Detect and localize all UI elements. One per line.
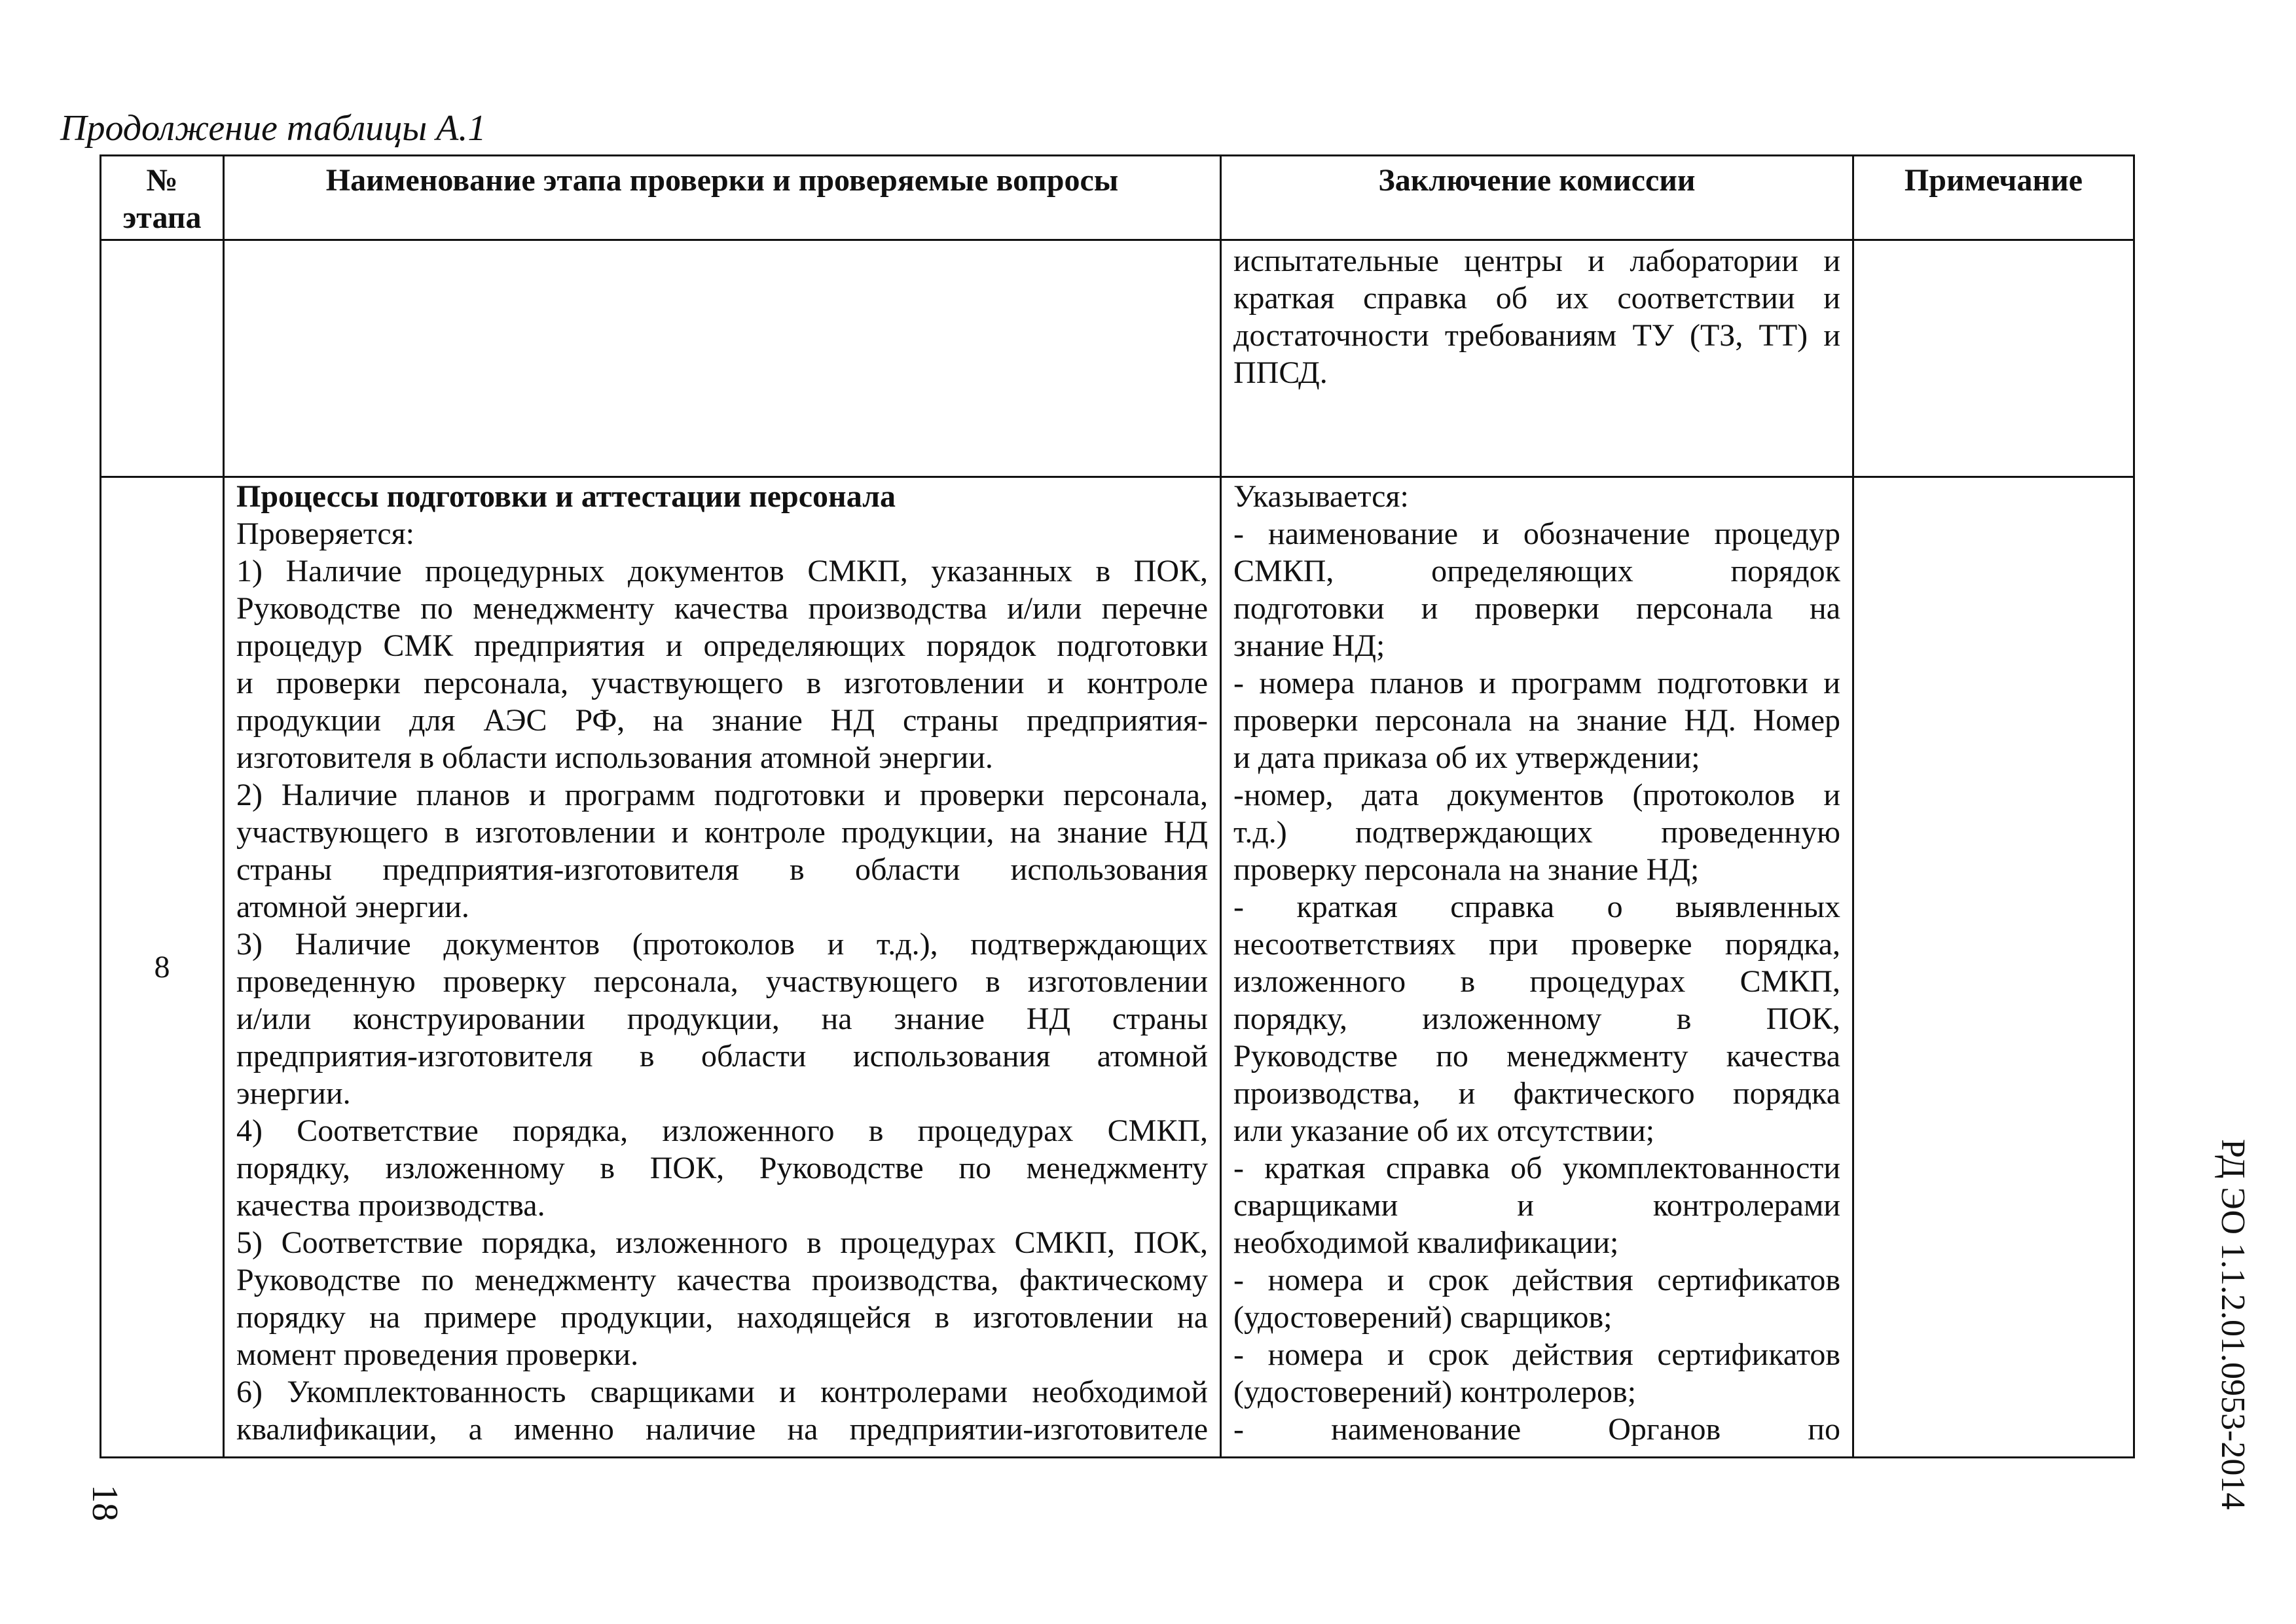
header-commission-conclusion: Заключение комиссии bbox=[1221, 156, 1853, 240]
conclusion-line: - краткая справка об укомплектованности bbox=[1233, 1151, 1840, 1185]
page-number bbox=[84, 1485, 130, 1537]
stage-line: страны предприятия-изготовителя в области использования bbox=[236, 852, 1208, 887]
stage-line: Руководстве по менеджменту качества производства и/или перечне bbox=[236, 591, 1208, 626]
conclusion-line: необходимой квалификации; bbox=[1233, 1225, 1619, 1260]
stage-line: и проверки персонала, участвующего в изготовлении и контроле bbox=[236, 666, 1208, 700]
conclusion-line: знание НД; bbox=[1233, 628, 1385, 663]
conclusion-line: - наименование Органов по bbox=[1233, 1412, 1840, 1447]
stage-description-cell bbox=[224, 477, 1221, 1458]
conclusion-text bbox=[1233, 478, 1840, 1448]
table-header-row bbox=[101, 156, 2134, 240]
conclusion-line: ППСД. bbox=[1233, 355, 1328, 390]
stage-line: квалификации, а именно наличие на предприятии-изготовителе bbox=[236, 1412, 1208, 1447]
continued-note-cell bbox=[1853, 240, 2134, 477]
conclusion-line: сварщиками и контролерами bbox=[1233, 1188, 1840, 1223]
document-code-text: РД ЭО 1.1.2.01.0953-2014 bbox=[2214, 1139, 2251, 1510]
stage-line: порядку, изложенному в ПОК, Руководстве по менеджменту bbox=[236, 1151, 1208, 1185]
conclusion-line: - номера планов и программ подготовки и bbox=[1233, 666, 1840, 700]
conclusion-line: подготовки и проверки персонала на bbox=[1233, 591, 1840, 626]
conclusion-line: изложенного в процедурах СМКП, bbox=[1233, 964, 1840, 999]
conclusion-line: Руководстве по менеджменту качества bbox=[1233, 1039, 1840, 1074]
conclusion-line: (удостоверений) контролеров; bbox=[1233, 1375, 1637, 1409]
conclusion-line: краткая справка об их соответствии и bbox=[1233, 281, 1840, 316]
conclusion-line: СМКП, определяющих порядок bbox=[1233, 554, 1840, 588]
conclusion-line: - номера и срок действия сертификатов bbox=[1233, 1337, 1840, 1372]
table-row-continued bbox=[101, 240, 2134, 477]
stage-line: изготовителя в области использования атомной энергии. bbox=[236, 740, 993, 775]
stage-line: предприятия-изготовителя в области использования атомной bbox=[236, 1039, 1208, 1074]
conclusion-line: производства, и фактического порядка bbox=[1233, 1076, 1840, 1111]
stage-line: 5) Соответствие порядка, изложенного в процедурах СМКП, ПОК, bbox=[236, 1225, 1208, 1260]
conclusion-line: т.д.) подтверждающих проведенную bbox=[1233, 815, 1840, 850]
conclusion-line: проверки персонала на знание НД. Номер bbox=[1233, 703, 1840, 738]
stage-line: порядку на примере продукции, находящейся в изготовлении на bbox=[236, 1300, 1208, 1335]
header-stage-number bbox=[101, 156, 224, 240]
continued-stage-cell bbox=[224, 240, 1221, 477]
stage-line: 1) Наличие процедурных документов СМКП, указанных в ПОК, bbox=[236, 554, 1208, 588]
stage-line: участвующего в изготовлении и контроле продукции, на знание НД bbox=[236, 815, 1208, 850]
table-caption: Продолжение таблицы А.1 bbox=[60, 108, 486, 149]
conclusion-line: (удостоверений) сварщиков; bbox=[1233, 1300, 1613, 1335]
stage-description-text bbox=[236, 515, 1208, 1448]
header-stage-number-line1: № bbox=[146, 163, 178, 198]
stage-line: продукции для АЭС РФ, на знание НД страны предприятия- bbox=[236, 703, 1208, 738]
table-row-stage-8 bbox=[101, 477, 2134, 1458]
stage-number-cell bbox=[101, 477, 224, 1458]
stage-line: качества производства. bbox=[236, 1188, 545, 1223]
continued-conclusion-text bbox=[1233, 242, 1840, 391]
header-note: Примечание bbox=[1853, 156, 2134, 240]
conclusion-line: и дата приказа об их утверждении; bbox=[1233, 740, 1700, 775]
header-stage-number-line2: этапа bbox=[122, 200, 202, 235]
stage-line: процедур СМК предприятия и определяющих порядок подготовки bbox=[236, 628, 1208, 663]
conclusion-line: порядку, изложенному в ПОК, bbox=[1233, 1001, 1840, 1036]
conclusion-cell bbox=[1221, 477, 1853, 1458]
stage-line: 3) Наличие документов (протоколов и т.д.), подтверждающих bbox=[236, 927, 1208, 962]
continued-number-cell bbox=[101, 240, 224, 477]
document-code bbox=[2214, 1139, 2259, 1532]
conclusion-line: - номера и срок действия сертификатов bbox=[1233, 1263, 1840, 1297]
stage-line: Проверяется: bbox=[236, 516, 415, 551]
conclusion-line: испытательные центры и лаборатории и bbox=[1233, 244, 1840, 278]
stage-line: проведенную проверку персонала, участвующего в изготовлении bbox=[236, 964, 1208, 999]
conclusion-line: проверку персонала на знание НД; bbox=[1233, 852, 1700, 887]
stage-line: 2) Наличие планов и программ подготовки и проверки персонала, bbox=[236, 778, 1208, 812]
stage-line: и/или конструировании продукции, на знание НД страны bbox=[236, 1001, 1208, 1036]
conclusion-line: достаточности требованиям ТУ (ТЗ, ТТ) и bbox=[1233, 318, 1840, 353]
header-stage-name: Наименование этапа проверки и проверяемые вопросы bbox=[224, 156, 1221, 240]
conclusion-line: - наименование и обозначение процедур bbox=[1233, 516, 1840, 551]
stage-line: Руководстве по менеджменту качества производства, фактическому bbox=[236, 1263, 1208, 1297]
stage-number: 8 bbox=[154, 950, 170, 984]
conclusion-line: или указание об их отсутствии; bbox=[1233, 1113, 1655, 1148]
note-cell bbox=[1853, 477, 2134, 1458]
page-number-text: 18 bbox=[84, 1485, 125, 1521]
continued-conclusion-cell bbox=[1221, 240, 1853, 477]
stage-line: 4) Соответствие порядка, изложенного в процедурах СМКП, bbox=[236, 1113, 1208, 1148]
stage-line: 6) Укомплектованность сварщиками и контролерами необходимой bbox=[236, 1375, 1208, 1409]
requirements-table bbox=[100, 154, 2135, 1458]
conclusion-line: - краткая справка о выявленных bbox=[1233, 890, 1840, 924]
conclusion-line: несоответствиях при проверке порядка, bbox=[1233, 927, 1840, 962]
stage-line: атомной энергии. bbox=[236, 890, 469, 924]
conclusion-line: -номер, дата документов (протоколов и bbox=[1233, 778, 1840, 812]
stage-line: энергии. bbox=[236, 1076, 351, 1111]
stage-title: Процессы подготовки и аттестации персонала bbox=[236, 479, 896, 514]
conclusion-line: Указывается: bbox=[1233, 479, 1409, 514]
stage-line: момент проведения проверки. bbox=[236, 1337, 639, 1372]
